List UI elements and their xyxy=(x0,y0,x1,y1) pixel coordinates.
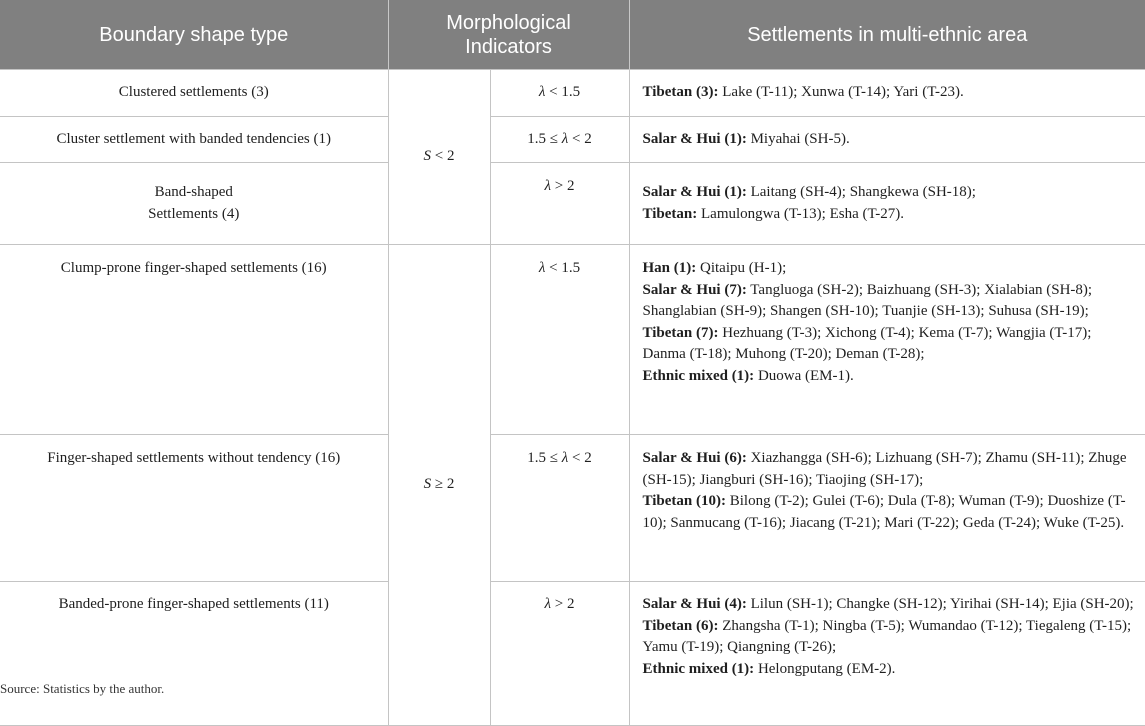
boundary-type-line-1: Band-shaped xyxy=(154,184,233,200)
header-morphological-indicators xyxy=(388,0,629,70)
boundary-type-cell: Finger-shaped settlements without tendency (16) xyxy=(0,435,388,582)
settlements-cell xyxy=(629,70,1145,117)
ethnic-group-label: Ethnic mixed (1): xyxy=(642,660,755,677)
ethnic-group-label: Salar & Hui (4): xyxy=(642,596,747,612)
settlement-list: Lamulongwa (T-13); Esha (T-27). xyxy=(697,205,905,222)
settlement-line xyxy=(643,182,1136,204)
settlement-line xyxy=(643,280,1136,323)
lambda-cell: 1.5 ≤ λ < 2 xyxy=(490,117,629,163)
table-source-note: Source: Statistics by the author. xyxy=(0,681,165,696)
settlement-list: Hezhuang (T-3); Xichong (T-4); Kema (T-7); Wangjia (T-17); Danma (T-18); Muhong (T-20); Deman (T-28); xyxy=(642,324,1092,362)
table-row xyxy=(0,435,1145,582)
header-settlements: Settlements in multi-ethnic area xyxy=(629,0,1145,70)
boundary-type-cell: Clustered settlements (3) xyxy=(0,70,388,117)
boundary-type-cell: Banded-prone finger-shaped settlements (11) xyxy=(0,582,388,726)
ethnic-group-label: Salar & Hui (6): xyxy=(642,450,747,466)
settlement-line xyxy=(643,323,1136,366)
settlement-list: Laitang (SH-4); Shangkewa (SH-18); xyxy=(746,184,976,200)
ethnic-group-label: Salar & Hui (1): xyxy=(642,130,747,147)
settlement-line xyxy=(643,659,1136,681)
settlement-line xyxy=(643,616,1136,659)
table-row xyxy=(0,117,1145,163)
settlement-line xyxy=(643,366,1136,388)
settlement-list: Bilong (T-2); Gulei (T-6); Dula (T-8); Wuman (T-9); Duoshize (T-10); Sanmucang (T-16); Jiacang (T-21); Mari (T-22); Geda (T-24); Wuke (T-25). xyxy=(642,493,1126,531)
settlements-cell xyxy=(629,245,1145,435)
ethnic-group-label: Tibetan (6): xyxy=(642,617,719,634)
table-row xyxy=(0,582,1145,726)
boundary-type-cell xyxy=(0,163,388,245)
table-header-row xyxy=(0,0,1145,70)
s-indicator-cell: S ≥ 2 xyxy=(388,245,490,726)
ethnic-group-label: Tibetan: xyxy=(642,205,698,222)
settlements-cell xyxy=(629,435,1145,582)
lambda-cell: 1.5 ≤ λ < 2 xyxy=(490,435,629,582)
header-boundary-shape-type: Boundary shape type xyxy=(0,0,388,70)
settlement-list: Lake (T-11); Xunwa (T-14); Yari (T-23). xyxy=(718,84,964,101)
header-line-2: Indicators xyxy=(465,35,552,58)
settlements-cell xyxy=(629,163,1145,245)
header-line-1: Morphological xyxy=(446,11,571,34)
lambda-cell: λ < 1.5 xyxy=(490,245,629,435)
settlement-list: Helongputang (EM-2). xyxy=(754,660,896,677)
settlement-line xyxy=(643,448,1136,491)
settlement-line xyxy=(643,258,1136,280)
ethnic-group-label: Ethnic mixed (1): xyxy=(642,367,755,384)
settlement-list: Xiazhangga (SH-6); Lizhuang (SH-7); Zhamu (SH-11); Zhuge (SH-15); Jiangburi (SH-16); Tiaojing (SH-17); xyxy=(642,450,1127,488)
settlement-line xyxy=(643,204,1136,226)
lambda-cell: λ < 1.5 xyxy=(490,70,629,117)
ethnic-group-label: Tibetan (10): xyxy=(642,493,726,509)
settlement-list: Zhangsha (T-1); Ningba (T-5); Wumandao (T-12); Tiegaleng (T-15); Yamu (T-19); Qiangning (T-26); xyxy=(642,617,1132,655)
settlement-line xyxy=(643,594,1136,616)
boundary-type-line-2: Settlements (4) xyxy=(148,205,240,222)
lambda-cell: λ > 2 xyxy=(490,163,629,245)
ethnic-group-label: Tibetan (7): xyxy=(642,324,719,341)
boundary-type-cell: Clump-prone finger-shaped settlements (16) xyxy=(0,245,388,435)
ethnic-group-label: Tibetan (3): xyxy=(642,84,719,101)
settlements-cell xyxy=(629,582,1145,726)
boundary-type-cell: Cluster settlement with banded tendencies (1) xyxy=(0,117,388,163)
settlement-list: Qitaipu (H-1); xyxy=(696,260,787,276)
table-row xyxy=(0,163,1145,245)
ethnic-group-label: Han (1): xyxy=(642,260,697,276)
settlement-list: Tangluoga (SH-2); Baizhuang (SH-3); Xialabian (SH-8); Shanglabian (SH-9); Shangen (SH-10); Tuanjie (SH-13); Suhusa (SH-19); xyxy=(642,281,1093,319)
settlement-list: Miyahai (SH-5). xyxy=(746,130,850,147)
table-row xyxy=(0,70,1145,117)
settlement-list: Lilun (SH-1); Changke (SH-12); Yirihai (SH-14); Ejia (SH-20); xyxy=(746,596,1134,612)
ethnic-group-label: Salar & Hui (7): xyxy=(642,281,747,298)
settlement-line xyxy=(643,491,1136,534)
table-row xyxy=(0,245,1145,435)
s-indicator-cell: S < 2 xyxy=(388,70,490,245)
settlement-list: Duowa (EM-1). xyxy=(754,367,854,384)
lambda-cell: λ > 2 xyxy=(490,582,629,726)
settlements-cell xyxy=(629,117,1145,163)
ethnic-group-label: Salar & Hui (1): xyxy=(642,184,747,200)
